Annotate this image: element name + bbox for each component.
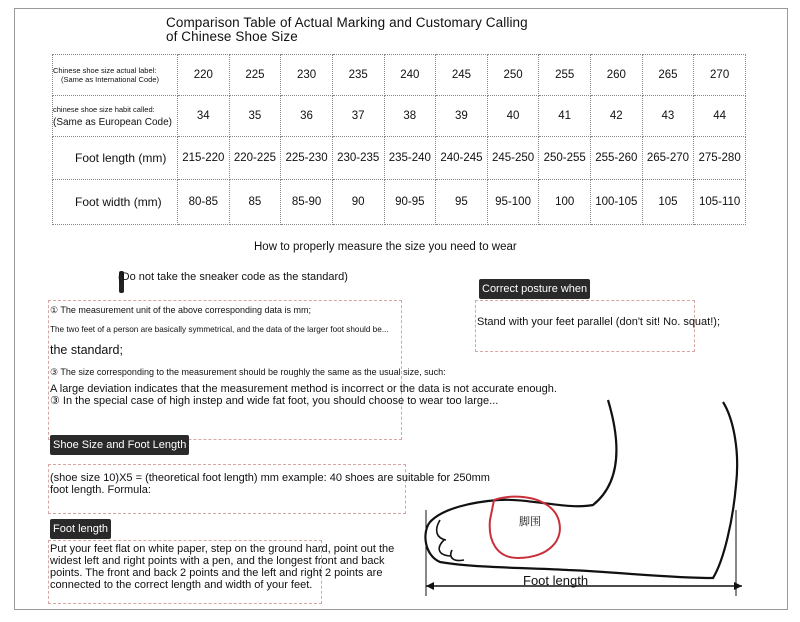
table-cell: 230-235	[332, 137, 384, 180]
table-cell: 80-85	[178, 180, 230, 225]
table-cell: 230	[281, 55, 333, 96]
table-cell: 90-95	[384, 180, 436, 225]
shoe-size-heading: Shoe Size and Foot Length	[50, 435, 189, 455]
table-cell: 265-270	[642, 137, 694, 180]
formula-text: (shoe size 10)X5 = (theoretical foot length) mm example: 40 shoes are suitable for 250mm foot length. Formula:	[50, 472, 490, 496]
table-cell: 240-245	[436, 137, 488, 180]
table-cell: 225-230	[281, 137, 333, 180]
foot-length-label: Foot length	[523, 573, 589, 588]
table-cell: 245-250	[487, 137, 539, 180]
table-cell: 95	[436, 180, 488, 225]
toe-lines	[437, 520, 464, 561]
table-cell: 220-225	[229, 137, 281, 180]
arrow-left-icon	[426, 582, 434, 590]
table-cell: 255-260	[591, 137, 643, 180]
table-cell: 90	[332, 180, 384, 225]
size-table	[52, 54, 746, 225]
posture-text: Stand with your feet parallel (don't sit! No. squat!);	[477, 316, 720, 328]
table-cell: 95-100	[487, 180, 539, 225]
row-label: Chinese shoe size actual label: (Same as International Code)	[53, 55, 178, 96]
foot-length-text: Put your feet flat on white paper, step on the ground hard, point out the widest left and right points with a pen, and the longest front and back points. The front and back 2 points and the left and right 2 points are connected to the correct length and width of your feet.	[50, 543, 395, 591]
table-cell: 250-255	[539, 137, 591, 180]
table-cell: 275-280	[694, 137, 746, 180]
instruction-2b: the standard;	[50, 343, 123, 357]
table-cell: 235-240	[384, 137, 436, 180]
table-cell: 85-90	[281, 180, 333, 225]
foot-outline	[425, 400, 737, 578]
table-cell: 35	[229, 96, 281, 137]
table-cell: 245	[436, 55, 488, 96]
table-cell: 235	[332, 55, 384, 96]
table-cell: 220	[178, 55, 230, 96]
table-cell: 105-110	[694, 180, 746, 225]
title-line2: of Chinese Shoe Size	[166, 29, 298, 44]
table-cell: 36	[281, 96, 333, 137]
sneaker-note: (Do not take the sneaker code as the standard)	[118, 271, 348, 283]
foot-diagram	[418, 390, 758, 600]
table-cell: 40	[487, 96, 539, 137]
table-cell: 42	[591, 96, 643, 137]
instruction-4: A large deviation indicates that the measurement method is incorrect or the data is not accurate enough. ③ In the special case of high instep and wide fat foot, you should choose to wear too large...	[50, 383, 557, 407]
posture-heading: Correct posture when	[479, 279, 590, 299]
table-cell: 85	[229, 180, 281, 225]
table-cell: 41	[539, 96, 591, 137]
table-row	[53, 137, 746, 180]
table-row	[53, 55, 746, 96]
arrow-right-icon	[734, 582, 742, 590]
table-cell: 100	[539, 180, 591, 225]
instruction-2: The two feet of a person are basically symmetrical, and the data of the larger foot should be...	[50, 325, 389, 334]
table-cell: 37	[332, 96, 384, 137]
foot-girth-label: 脚围	[519, 516, 541, 528]
table-cell: 38	[384, 96, 436, 137]
row-label: Foot width (mm)	[53, 180, 178, 225]
table-cell: 260	[591, 55, 643, 96]
foot-length-heading: Foot length	[50, 519, 111, 539]
table-cell: 215-220	[178, 137, 230, 180]
instruction-1: ① The measurement unit of the above corresponding data is mm;	[50, 305, 312, 315]
instruction-3: ③ The size corresponding to the measurement should be roughly the same as the usual size, such:	[50, 367, 446, 377]
table-cell: 34	[178, 96, 230, 137]
row-label: Foot length (mm)	[53, 137, 178, 180]
table-cell: 250	[487, 55, 539, 96]
table-cell: 225	[229, 55, 281, 96]
table-cell: 265	[642, 55, 694, 96]
row-label: chinese shoe size habit called: (Same as European Code)	[53, 96, 178, 137]
title-line1: Comparison Table of Actual Marking and Customary Calling	[166, 15, 528, 30]
table-row	[53, 180, 746, 225]
table-cell: 255	[539, 55, 591, 96]
table-cell: 105	[642, 180, 694, 225]
table-row	[53, 96, 746, 137]
table-cell: 39	[436, 96, 488, 137]
page-title	[166, 16, 528, 44]
table-cell: 240	[384, 55, 436, 96]
table-cell: 100-105	[591, 180, 643, 225]
table-cell: 44	[694, 96, 746, 137]
section-heading: How to properly measure the size you need to wear	[254, 241, 517, 253]
table-cell: 43	[642, 96, 694, 137]
table-cell: 270	[694, 55, 746, 96]
